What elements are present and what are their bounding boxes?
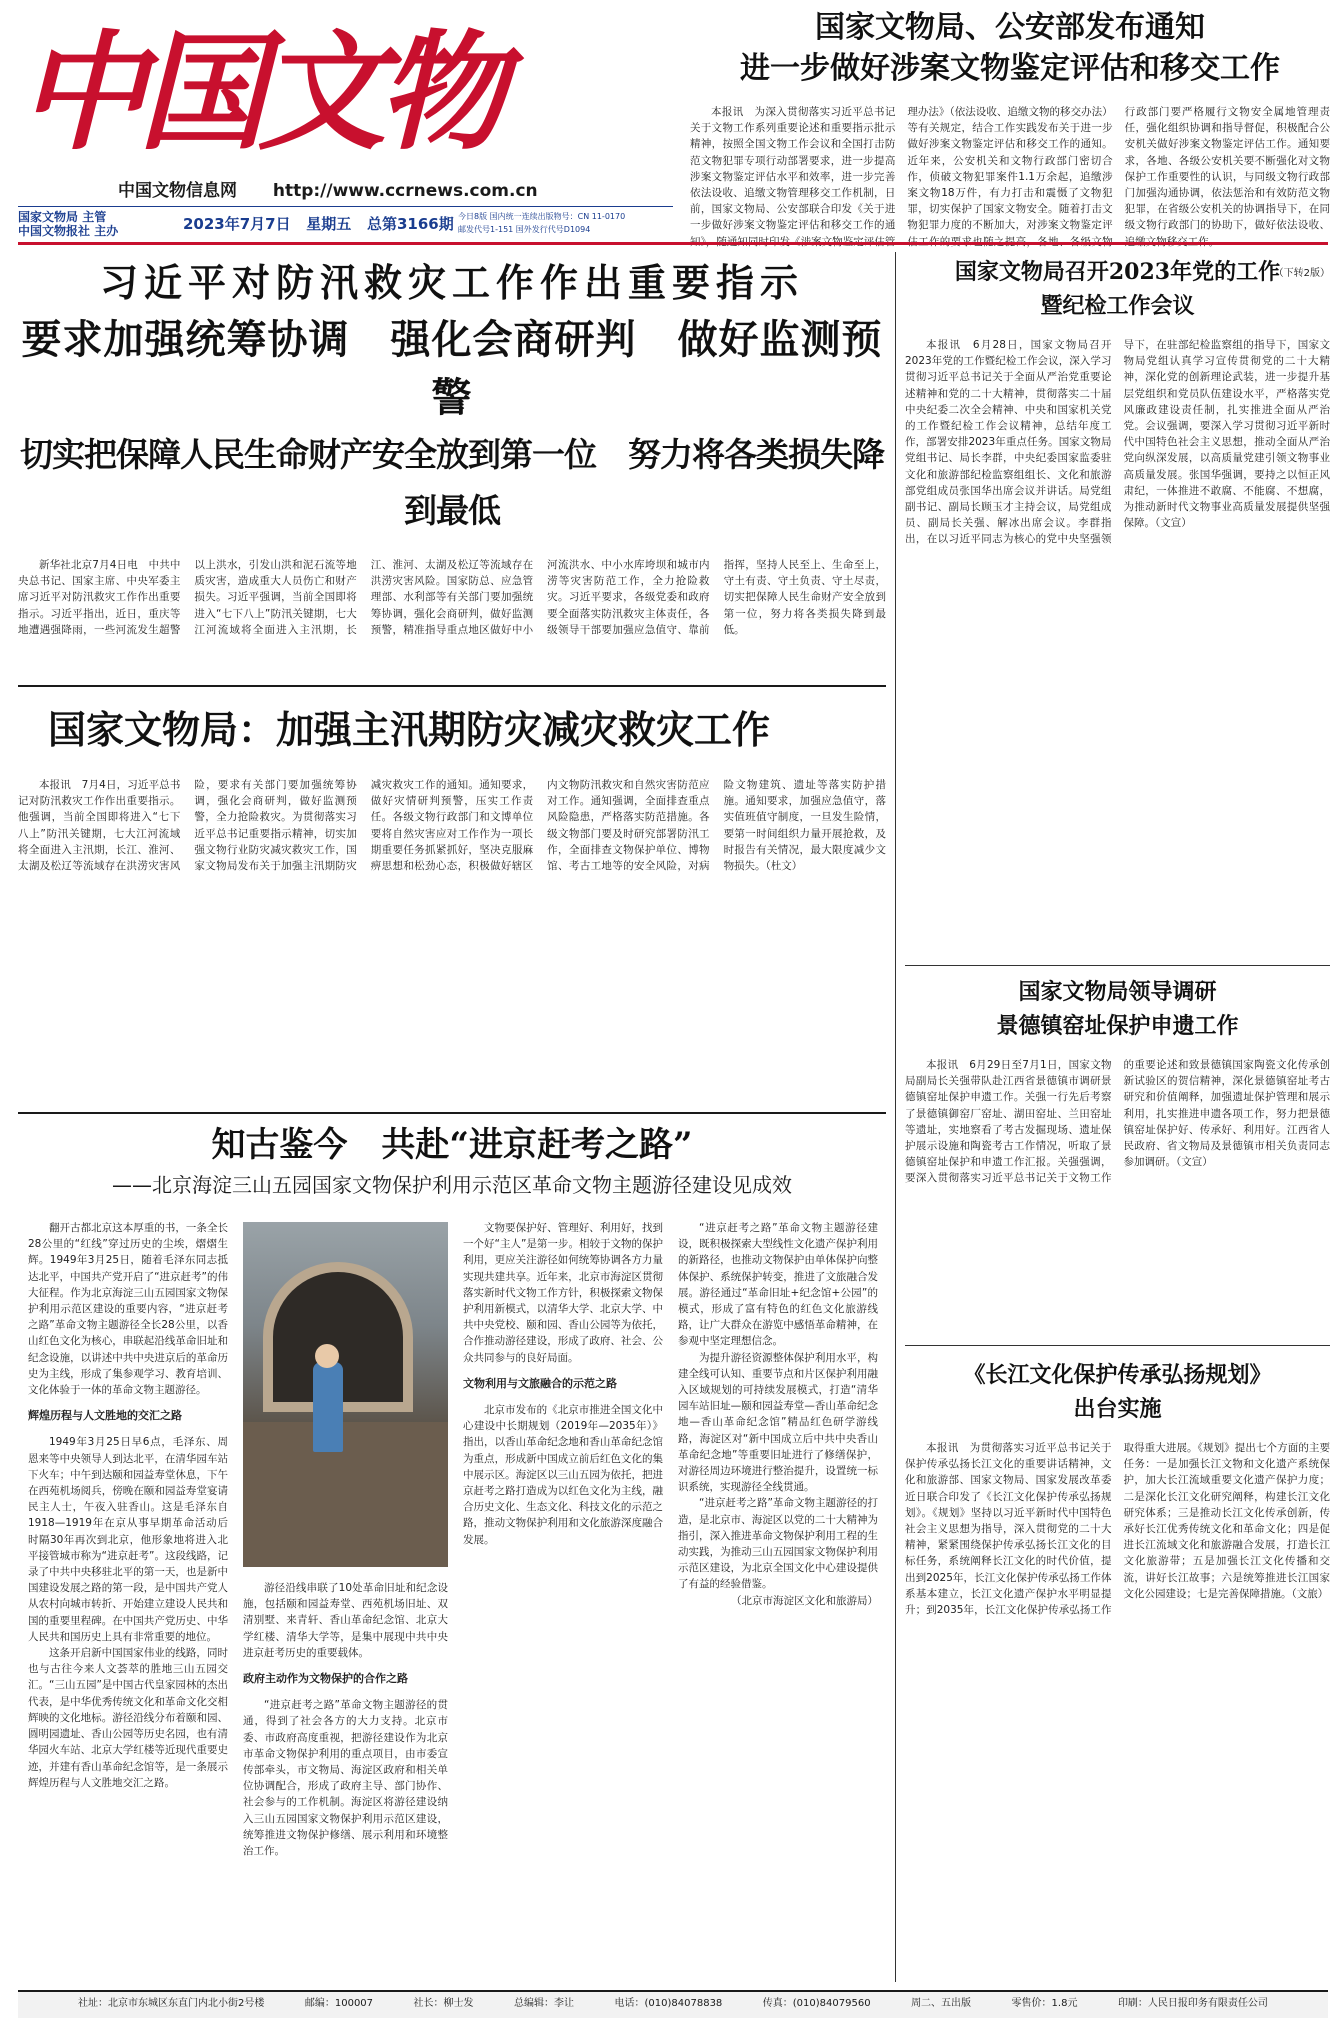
masthead-info-bar xyxy=(18,206,673,238)
right1-body xyxy=(905,337,1330,947)
right2-rule xyxy=(905,1345,1330,1346)
feature-section-3: 文物利用与文旅融合的示范之路 xyxy=(463,1376,617,1390)
feature-body-5: 文物要保护好、管理好、利用好，找到一个好“主人”是第一步。相较于文物的保护利用，更应关注游径如何统筹协调各方力量实现共建共享。近年来，北京市海淀区贯彻落实新时代文物工作方针，积极探索文物保护利用新模式，以清华大学、北京大学、中共中央党校、颐和园、香山公园等为依托，合作推动游径建设，形成了政府、社会、公众共同参与的良好局面。 xyxy=(463,1222,663,1364)
story2-body xyxy=(18,777,886,1107)
right1-title-2: 暨纪检工作会议 xyxy=(1040,293,1195,319)
right3-title-2: 出台实施 xyxy=(1073,1396,1162,1422)
footer-address: 社址：北京市东城区东直门内北小街2号楼 xyxy=(78,1998,265,2009)
footer-editor: 总编辑：李让 xyxy=(514,1998,575,2009)
masthead-logo: 中国文物 xyxy=(18,18,499,168)
issue-number: 总第3166期 xyxy=(366,215,454,233)
feature-body-2: 这条开启新中国国家伟业的线路，同时也与古往今来人文荟萃的胜地三山五园交汇。“三山五园”是中国古代皇家园林的杰出代表，是中华优秀传统文化和革命文化交相辉映的文化地标。游径沿线分布着颐和园、圆明园遗址、香山公园等历史名园，也有清华园火车站、北京大学红楼等近现代重要史迹，并建有香山革命纪念馆等，是一条展示辉煌历程与人文胜地交汇之路。 xyxy=(28,1647,228,1789)
feature-col-2 xyxy=(243,1580,448,1970)
feature-subtitle: ——北京海淀三山五园国家文物保护利用示范区革命文物主题游径建设见成效 xyxy=(112,1173,792,1197)
feature-body-3: 游径沿线串联了10处革命旧址和纪念设施，包括颐和园益寿堂、西苑机场旧址、双清别墅、来青轩、香山革命纪念馆、北京大学红楼、清华大学等，是集中展现中共中央进京赶考历史的重要载体。 xyxy=(243,1582,448,1659)
right3-title-1: 《长江文化保护传承弘扬规划》 xyxy=(963,1362,1272,1388)
footer-phone: 电话：(010)84078838 xyxy=(614,1998,723,2009)
lead-rule xyxy=(18,685,886,687)
lead-body xyxy=(18,557,886,675)
footer-printer: 印刷：人民日报印务有限责任公司 xyxy=(1117,1998,1268,2009)
right2-title-1: 国家文物局领导调研 xyxy=(1018,979,1217,1005)
page-count: 今日8版 xyxy=(458,212,488,221)
right1-title-1: 国家文物局召开2023年党的工作 xyxy=(954,259,1281,285)
issue-weekday: 星期五 xyxy=(306,215,352,233)
story2-title: 国家文物局：加强主汛期防灾减灾救灾工作 xyxy=(48,707,771,752)
footer-schedule: 周二、五出版 xyxy=(911,1998,972,2009)
right3-body xyxy=(905,1440,1330,1970)
story2-text: 本报讯 7月4日，习近平总书记对防汛救灾工作作出重要指示。他强调，当前全国即将进入“七下八上”防汛关键期，七大江河流域将全面进入主汛期，长江、淮河、太湖及松辽等流域存在洪涝灾害风险，要求有关部门要加强统筹协调，强化会商研判，做好监测预警，全力抢险救灾。为贯彻落实习近平总书记重要指示精神，切实加强文物行业防灾减灾救灾工作，国家文物局发布关于加强主汛期防灾减灾救灾工作的通知。通知要求，做好灾情研判预警，压实工作责任。各级文物行政部门和文博单位要将自然灾害应对工作作为一项长期重要任务抓紧抓好，坚决克服麻痹思想和松劲心态，积极做好辖区内文物防汛救灾和自然灾害防范应对工作。通知强调，全面排查重点风险隐患，严格落实防范措施。各级文物部门要及时研究部署防汛工作，全面排查文物保护单位、博物馆、考古工地等的安全风险，对病险文物建筑、遗址等落实防护措施。通知要求，加强应急值守，落实值班值守制度，一旦发生险情，要第一时间组织力量开展抢救，及时报告有关情况，最大限度减少文物损失。（杜文） xyxy=(18,779,886,873)
feature-body-1: 1949年3月25日早6点，毛泽东、周恩来等中央领导人到达北平，在清华园车站下火车；中午到达颐和园益寿堂休息，下午在西苑机场阅兵，傍晚在颐和园益寿堂宴请民主人士，午夜入驻香山。这是毛泽东自1918—1919年在京从事早期革命活动后时隔30年再次到北京，他形象地将进入北平接管城市称为“进京赶考”。这段线路，记录了中共中央移驻北平的第一天，也是新中国建设发展之路的第一段，是中国共产党人从农村向城市转折、开始建立建设人民共和国的重要里程碑。在中国共产党历史、中华人民共和国历史上具有非常重要的地位。 xyxy=(28,1436,228,1643)
right-story-3 xyxy=(905,1358,1330,1980)
lead-title-1: 习近平对防汛救灾工作作出重要指示 xyxy=(99,260,804,305)
right1-text: 本报讯 6月28日，国家文物局召开2023年党的工作暨纪检工作会议，深入学习贯彻习近平总书记关于全面从严治党重要论述精神和党的二十大精神，贯彻落实二十届中央纪委二次全会精神、中央和国家机关党的工作暨纪检工作会议精神，总结年度工作，部署安排2023年重点任务。国家文物局党组书记、局长李群，中央纪委国家监委驻文化和旅游部纪检监察组组长、文化和旅游部党组成员张国华出席会议并讲话。局党组副书记、副局长顾玉才主持会议，局党组成员、副局长关强、解冰出席会议。李群指出，在以习近平同志为核心的党中央坚强领导下，在驻部纪检监察组的指导下，国家文物局党组认真学习宣传贯彻党的二十大精神，深化党的创新理论武装，进一步提升基层党组织和党员队伍建设水平，严格落实党风廉政建设责任制，扎实推进全面从严治党。会议强调，要深入学习贯彻习近平新时代中国特色社会主义思想，推动全面从严治党向纵深发展，以高质量党建引领文物事业高质量发展。张国华强调，要持之以恒正风肃纪，一体推进不敢腐、不能腐、不想腐，为推动新时代文物事业高质量发展提供坚强保障。（文宣） xyxy=(905,339,1330,546)
foreign-code: 国外发行代号D1094 xyxy=(515,225,591,234)
right-column-divider xyxy=(895,252,896,1982)
site-name: 中国文物信息网 xyxy=(118,181,237,201)
right2-text: 本报讯 6月29日至7月1日，国家文物局副局长关强带队赴江西省景德镇市调研景德镇窑址保护申遗工作。关强一行先后考察了景德镇御窑厂窑址、湖田窑址、兰田窑址等遗址，实地察看了考古发掘现场、遗址保护展示设施和陶瓷考古工作情况，听取了景德镇窑址保护和申遗工作汇报。关强强调，要深入贯彻落实习近平总书记关于文物工作的重要论述和致景德镇国家陶瓷文化传承创新试验区的贺信精神，深化景德镇窑址考古研究和价值阐释，加强遗址保护管理和展示利用，扎实推进申遗各项工作，努力把景德镇窑址保护好、传承好、利用好。江西省人民政府、省文物局及景德镇市相关负责同志参加调研。（文宣） xyxy=(905,1059,1330,1185)
sponsor-org: 国家文物局 xyxy=(18,210,79,224)
footer-postcode: 邮编：100007 xyxy=(304,1998,374,2009)
feature-body-7: “进京赶考之路”革命文物主题游径建设，既积极探索大型线性文化遗产保护利用的新路径，也推动文物保护由单体保护向整体保护、系统保护转变，推进了文旅融合发展。游径通过“革命旧址+纪念馆+公园”的模式，形成了富有特色的红色文化旅游线路，让广大群众在游览中感悟革命精神，在参观中坚定理想信念。 xyxy=(678,1222,878,1348)
feature-body-9: “进京赶考之路”革命文物主题游径的打造，是北京市、海淀区以党的二十大精神为指引，深入推进革命文物保护利用工程的生动实践，为推动三山五园国家文物保护利用示范区建设，为北京全国文化中心建设提供了有益的经验借鉴。 xyxy=(678,1497,878,1591)
footer-price: 零售价：1.8元 xyxy=(1011,1998,1078,2009)
lead-story xyxy=(18,255,886,675)
masthead-site xyxy=(118,176,638,204)
feature-col-1 xyxy=(28,1220,228,1970)
masthead-rule xyxy=(18,242,1328,245)
feature-col-4 xyxy=(678,1220,878,1970)
right-story-1 xyxy=(905,255,1330,955)
publisher-label: 主办 xyxy=(94,224,119,238)
right2-title-2: 景德镇窑址保护申遗工作 xyxy=(996,1013,1239,1039)
feature-source: （北京市海淀区文化和旅游局） xyxy=(731,1594,878,1607)
top-story-body xyxy=(690,104,1330,264)
feature-section-2: 政府主动作为文物保护的合作之路 xyxy=(243,1672,408,1686)
feature-title: 知古鉴今 共赴“进京赶考之路” xyxy=(211,1125,693,1165)
footer xyxy=(18,1990,1328,2018)
right3-text: 本报讯 为贯彻落实习近平总书记关于保护传承弘扬长江文化的重要讲话精神，文化和旅游部、国家文物局、国家发展改革委近日联合印发了《长江文化保护传承弘扬规划》。《规划》坚持以习近平新时代中国特色社会主义思想为指导，深入贯彻党的二十大精神，紧紧围绕保护传承弘扬长江文化的目标任务，系统阐释长江文化的时代价值，提出到2025年，长江文化保护传承弘扬工作体系基本建立，长江文化遗产保护水平明显提升；到2035年，长江文化保护传承弘扬工作取得重大进展。《规划》提出七个方面的主要任务：一是加强长江文物和文化遗产系统保护，加大长江流域重要文化遗产保护力度；二是深化长江文化研究阐释，构建长江文化研究体系；三是推动长江文化传承创新，传承好长江优秀传统文化和革命文化；四是促进长江流域文化和旅游融合发展，打造长江文化旅游带；五是加强长江文化传播和交流，讲好长江故事；六是统筹推进长江国家文化公园建设；七是完善保障措施。（文旅） xyxy=(905,1442,1330,1617)
feature-body-4: “进京赶考之路”革命文物主题游径的贯通，得到了社会各方的大力支持。北京市委、市政府高度重视，把游径建设作为北京市革命文物保护利用的重点项目，由市委宣传部牵头，市文物局、海淀区政府和相关单位协调配合，形成了政府主导、部门协作、社会参与的工作机制。海淀区将游径建设纳入三山五园国家文物保护利用示范区建设，统筹推进文物保护修缮、展示利用和环境整治工作。 xyxy=(243,1699,448,1858)
right-story-2 xyxy=(905,975,1330,1335)
lead-title-2: 要求加强统筹协调 强化会商研判 做好监测预警 xyxy=(21,316,883,421)
top-story-title-2: 进一步做好涉案文物鉴定评估和移交工作 xyxy=(740,51,1280,86)
story2-rule xyxy=(18,1112,886,1114)
story-2 xyxy=(18,695,886,1115)
top-story-text: 本报讯 为深入贯彻落实习近平总书记关于文物工作系列重要论述和重要指示批示精神，按照全国文物工作会议和全国打击防范文物犯罪专项行动部署要求，进一步提高涉案文物鉴定评估水平和效率，进一步完善依法设收、追缴文物管理移交工作机制，日前，国家文物局、公安部联合印发《关于进一步做好涉案文物鉴定评估和移交工作的通 理办法》（依法设收、追缴文物的移交办法）等有关规定，结合工作实践发布关于进一步做好涉案文物鉴定评估和移交工作的通知。近年来，公安机关和文物行政部门密切合作，侦破文物犯罪案件1.1万余起，追缴涉案文物18万件，有力打击和震慑了文物犯罪，切实保护了国家文物安全。随着打击文物犯罪力度的不断加大，对涉案文物鉴定评 行政部门要严格履行文物安全属地管理责任，强化组织协调和指导督促，积极配合公安机关做好涉案文物鉴定评估工作。通知要求，各地、各级公安机关要不断强化对文物保护工作重要性的认识，与同级文物行政部门加强沟通协调，依法惩治和有效防范文物犯罪，在省级公安机关的协调指导下，在同级文物行政部门的协助下，做好依法设收、 xyxy=(690,106,1330,232)
sponsor-label: 主管 xyxy=(82,210,107,224)
feature-col-3 xyxy=(463,1220,663,1970)
feature-story xyxy=(18,1120,886,1982)
top-story-continued: （下转2版） xyxy=(1273,268,1330,279)
site-url[interactable]: http://www.ccrnews.com.cn xyxy=(272,181,538,201)
issue-date: 2023年7月7日 xyxy=(183,215,291,233)
publisher-org: 中国文物报社 xyxy=(18,224,91,238)
lead-title-3: 切实把保障人民生命财产安全放到第一位 努力将各类损失降到最低 xyxy=(20,435,884,530)
feature-photo xyxy=(243,1222,448,1567)
right2-body xyxy=(905,1057,1330,1327)
right1-rule xyxy=(905,965,1330,966)
feature-section-1: 辉煌历程与人文胜地的交汇之路 xyxy=(28,1409,182,1423)
footer-fax: 传真：(010)84079560 xyxy=(762,1998,871,2009)
feature-body-8: 为提升游径资源整体保护利用水平，构建全线可认知、重要节点和片区保护利用融入区域规划的可持续发展模式，打造“清华园车站旧址—颐和园益寿堂—香山革命纪念地—香山革命纪念馆”精品红色研学游线路，海淀区对“新中国成立后中共中央香山革命纪念地”等重要旧址进行了修缮保护，对游径周边环境进行整治提升，设置统一标识系统，实现游径全线贯通。 xyxy=(678,1351,878,1494)
top-story-title-1: 国家文物局、公安部发布通知 xyxy=(815,10,1205,45)
feature-intro: 翻开古都北京这本厚重的书，一条全长28公里的“红线”穿过历史的尘埃，熠熠生辉。1949年3月25日，随着毛泽东同志抵达北平，中国共产党开启了“进京赶考”的伟大征程。作为北京海淀三山五园国家文物保护利用示范区建设的重要内容，“进京赶考之路”革命文物主题游径全长28公里，以香山红色文化为核心，串联起沿线革命旧址和纪念设施，以讲述中共中央进京后的革命历史为主线，形成了集参观学习、教育培训、文化体验于一体的革命文物主题游径。 xyxy=(28,1222,228,1397)
footer-director: 社长：柳士发 xyxy=(413,1998,474,2009)
cn-number: 国内统一连续出版物号：CN 11-0170 xyxy=(489,212,626,221)
feature-body-6: 北京市发布的《北京市推进全国文化中心建设中长期规划（2019年—2035年）》指出，以香山革命纪念地和香山革命纪念馆为重点，形成新中国成立前后红色文化的集中展示区。海淀区以三山五园为依托，把进京赶考之路打造成为以红色文化为主线，融合历史文化、生态文化、科技文化的示范之路，推动文物保护利用和文化旅游深度融合发展。 xyxy=(463,1404,663,1546)
post-code: 邮发代号1-151 xyxy=(458,225,514,234)
lead-text: 新华社北京7月4日电 中共中央总书记、国家主席、中央军委主席习近平对防汛救灾工作作出重要指示。习近平指出，近日，重庆等地遭遇强降雨，一些河流发生超警以上洪水，引发山洪和泥石流等地质灾害，造成重大人员伤亡和财产损失。习近平强调，当前全国即将进入“七下八上”防汛关键期，七大江河流域将全面进入主汛期，长江、淮河、太湖及松辽等流域存在洪涝灾害风险。国家防总、应急管理部、水利部等有关部门要加强统筹协调，强化会商研判，做好监测预警，精准指导重点地区做好中小河流洪水、中小水库垮坝和城市内涝等灾害防范工作，全力抢险救灾。习近平要求，各级党委和政府要全面落实防汛救灾主体责任，各级领导干部要加强应急值守、靠前指挥，坚持人民至上、生命至上，守土有责、守土负责、守土尽责，切实把保障人民生命财产安全放到第一位，努力将各类损失降到最低。 xyxy=(18,559,886,636)
